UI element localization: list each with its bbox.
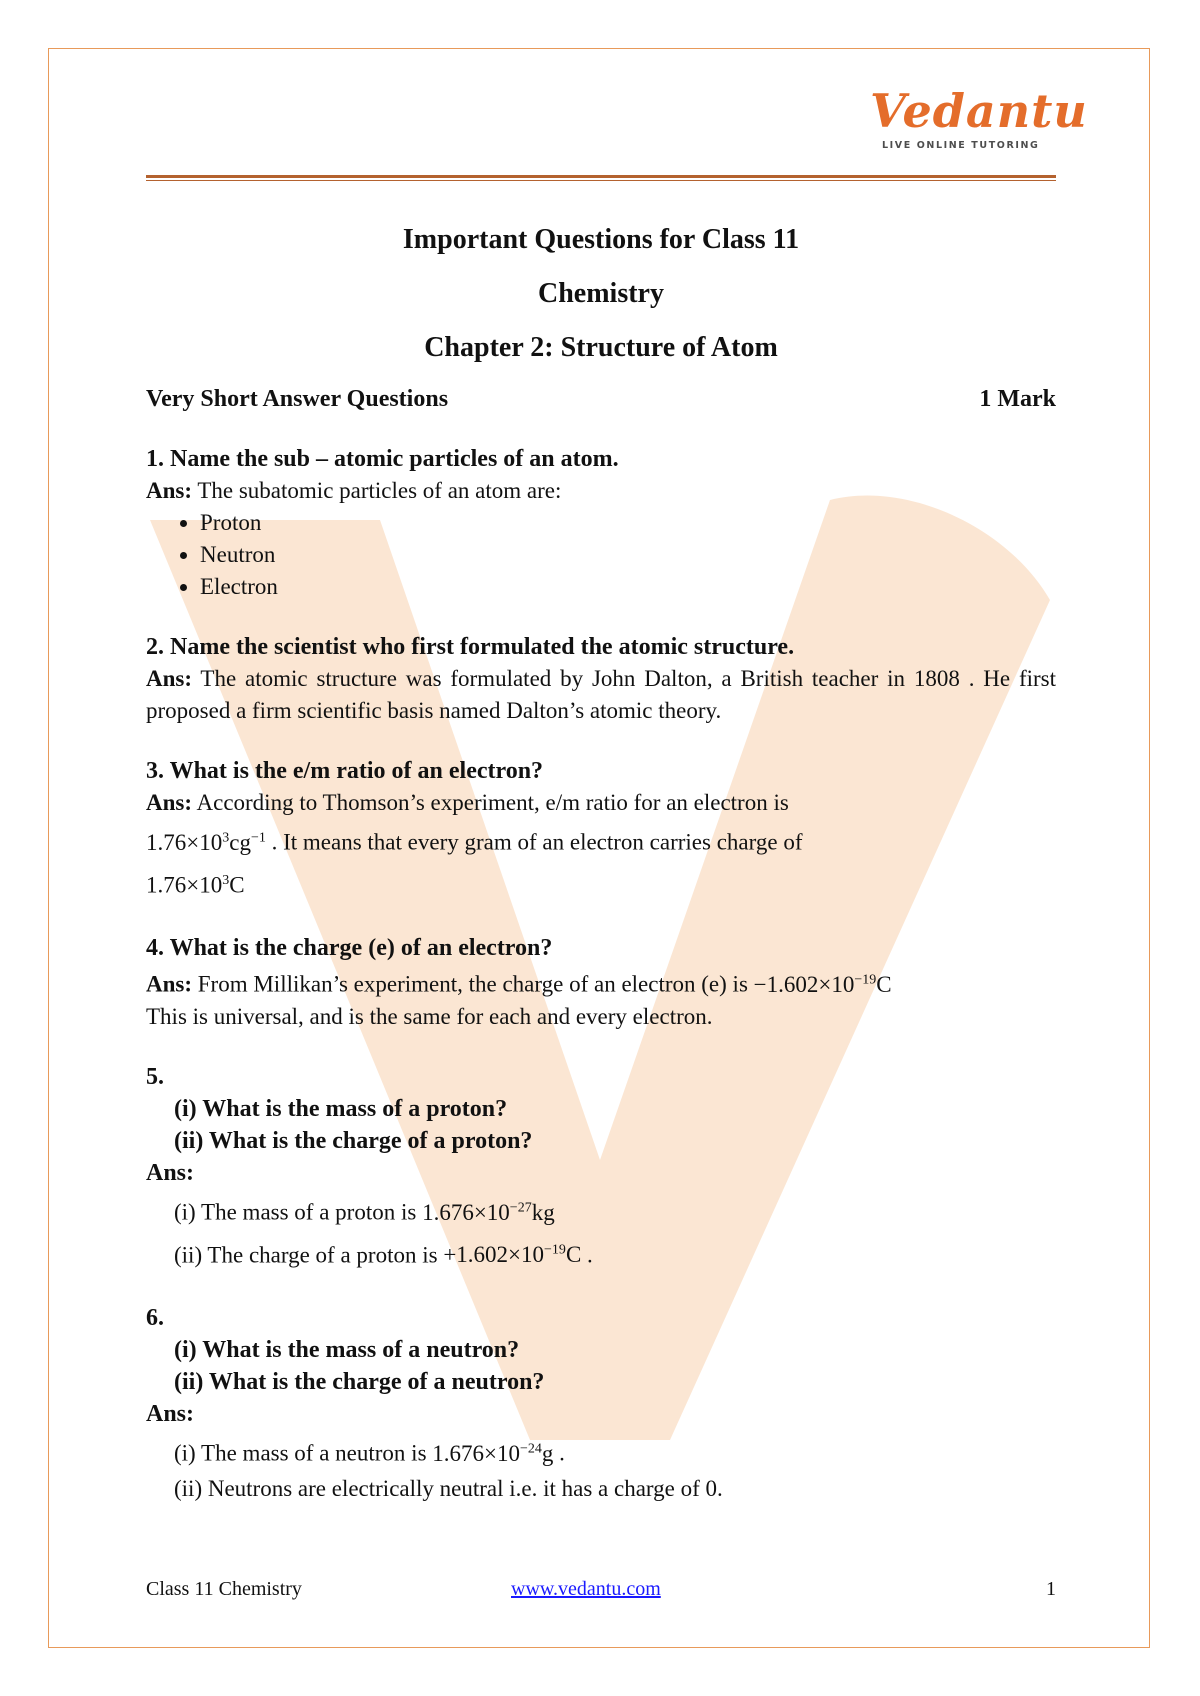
ans-label: Ans: (146, 790, 193, 815)
ans-label: Ans: (146, 478, 193, 503)
ans-label: Ans: (146, 666, 193, 691)
answer (146, 475, 1056, 507)
answer-part-1 (146, 1189, 1056, 1232)
question-part-2: (ii) What is the charge of a neutron? (174, 1369, 545, 1396)
answer-text: This is universal, and is the same for each and every electron. (146, 1003, 713, 1029)
value-unit: C (229, 872, 245, 898)
logo-tagline: LIVE ONLINE TUTORING (882, 140, 1040, 151)
question-part-1: (i) What is the mass of a neutron? (174, 1337, 520, 1364)
question-2 (146, 631, 1056, 727)
value-unit: kg (531, 1199, 555, 1225)
question-6 (146, 1302, 1056, 1505)
proton-mass-value (422, 1200, 555, 1225)
ans-label: Ans: (146, 1159, 195, 1186)
question-number: 5. (146, 1063, 164, 1090)
page-number: 1 (1046, 1578, 1056, 1600)
question-3 (146, 755, 1056, 904)
value-unit: cg (229, 829, 251, 855)
answer-end: . (553, 1440, 565, 1466)
charge-value (146, 862, 1056, 905)
answer (146, 663, 1056, 727)
value-exponent: −24 (520, 1441, 542, 1457)
answer-part-1 (146, 1430, 1056, 1473)
header-rule-thin (146, 180, 1056, 181)
header-rule (146, 175, 1056, 178)
value-base: +1.602×10 (443, 1242, 545, 1268)
value-exponent: −19 (544, 1242, 566, 1258)
answer-line (146, 819, 1056, 862)
title-line-2: Chemistry (538, 278, 664, 309)
em-value (146, 830, 266, 855)
neutron-mass-value (432, 1441, 553, 1466)
ans-label: Ans: (146, 971, 193, 997)
ans-label: Ans: (146, 1401, 195, 1428)
question-5 (146, 1061, 1056, 1274)
document-title (146, 222, 1056, 366)
value-base: 1.76×10 (146, 829, 223, 855)
answer (146, 787, 1056, 819)
section-marks: 1 Mark (979, 386, 1056, 412)
section-header (146, 386, 1056, 413)
answer-text: The atomic structure was formulated by John Dalton, a British teacher in 1808 . He first proposed a firm scientific basis named Dalton’s atomic theory. (146, 666, 1056, 723)
value-exponent: −19 (854, 972, 877, 988)
answer-text: . It means that every gram of an electron carries charge of (265, 829, 803, 855)
question-4 (146, 932, 1056, 1033)
question-text: 4. What is the charge (e) of an electron? (146, 935, 553, 962)
value-unit: C (876, 971, 892, 997)
question-1 (146, 443, 1056, 603)
unit-exponent: −1 (250, 830, 266, 845)
answer (146, 964, 1056, 1001)
document-body (146, 222, 1056, 1533)
value-base: 1.676×10 (432, 1440, 521, 1466)
answer-text: (i) The mass of a proton is (174, 1199, 423, 1225)
answer-text: (ii) The charge of a proton is (174, 1242, 444, 1268)
logo-wordmark: Vedantu (870, 84, 1088, 138)
question-part-1: (i) What is the mass of a proton? (174, 1095, 508, 1122)
particle-list (146, 507, 1056, 603)
answer-text: The subatomic particles of an atom are: (192, 478, 562, 503)
value-exponent: 3 (222, 830, 230, 845)
footer-link[interactable]: www.vedantu.com (511, 1578, 661, 1600)
footer-label: Class 11 Chemistry (146, 1578, 302, 1600)
list-item: • Neutron (200, 539, 1056, 571)
answer-text: From Millikan’s experiment, the charge of an electron (e) is (192, 971, 754, 997)
answer-text: (i) The mass of a neutron is (174, 1440, 433, 1466)
question-part-2: (ii) What is the charge of a proton? (174, 1127, 533, 1154)
value-unit: g (541, 1440, 554, 1466)
list-item: • Electron (200, 571, 1056, 603)
vedantu-logo (870, 84, 1088, 160)
list-item: • Proton (200, 507, 1056, 539)
electron-charge-value (754, 972, 892, 997)
answer-text: According to Thomson’s experiment, e/m ratio for an electron is (192, 790, 789, 815)
title-line-3: Chapter 2: Structure of Atom (424, 332, 778, 363)
question-text: 1. Name the sub – atomic particles of an atom. (146, 446, 619, 472)
value-exponent: 3 (222, 872, 230, 888)
answer-end: . (581, 1242, 593, 1268)
answer-part-2: (ii) Neutrons are electrically neutral i.e. it has a charge of 0. (174, 1475, 723, 1501)
value-unit: C (565, 1242, 582, 1268)
question-text: 2. Name the scientist who first formulated the atomic structure. (146, 634, 795, 660)
value-base: 1.76×10 (146, 872, 223, 898)
question-number: 6. (146, 1305, 164, 1332)
value-base: 1.676×10 (422, 1199, 510, 1225)
title-line-1: Important Questions for Class 11 (402, 224, 800, 255)
answer-part-2 (146, 1232, 1056, 1275)
value-base: −1.602×10 (753, 971, 855, 997)
question-text: 3. What is the e/m ratio of an electron? (146, 758, 544, 784)
proton-charge-value (443, 1242, 581, 1267)
section-name: Very Short Answer Questions (146, 386, 449, 412)
value-exponent: −27 (509, 1199, 532, 1215)
